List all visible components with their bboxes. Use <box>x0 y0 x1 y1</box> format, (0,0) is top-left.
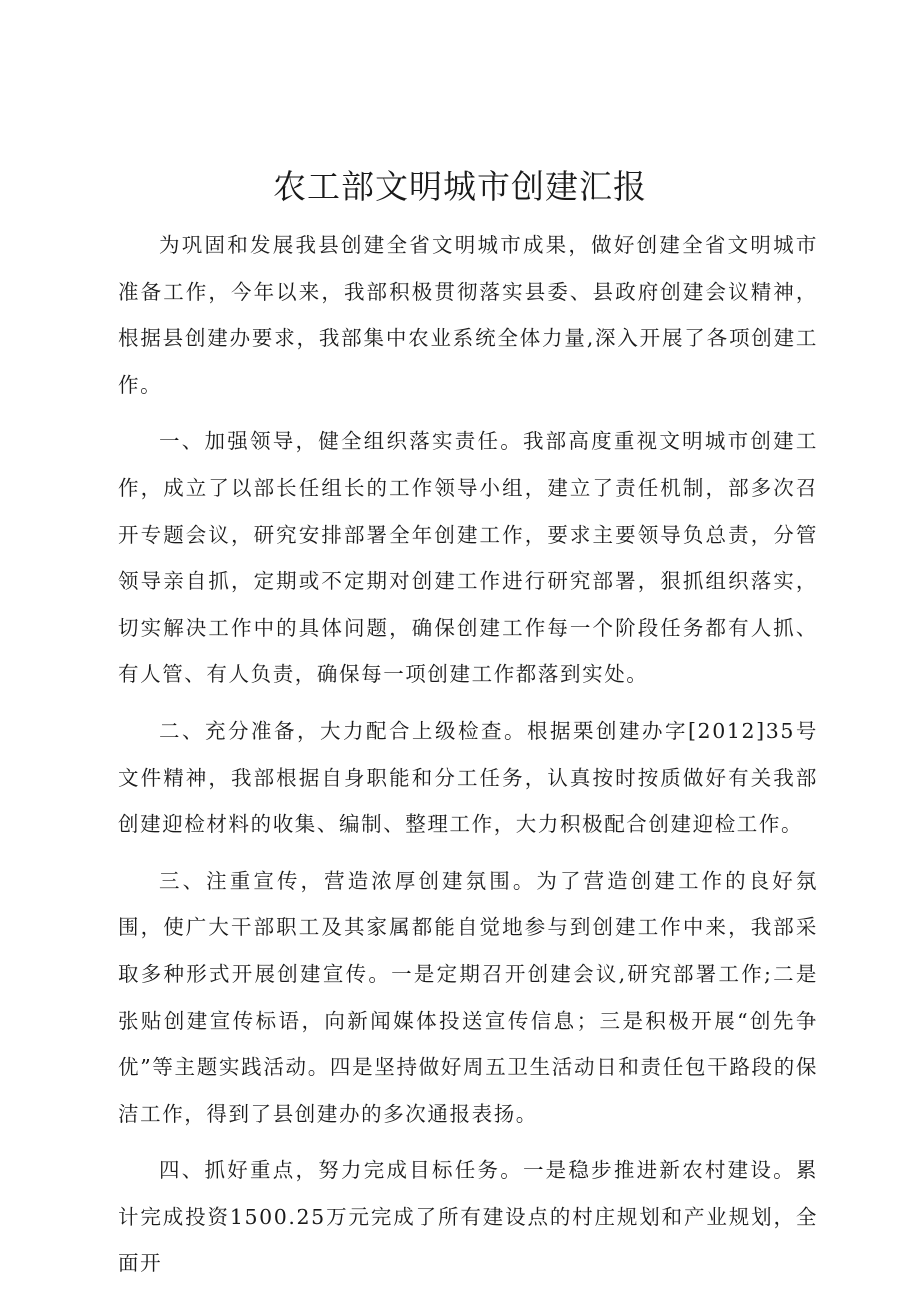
paragraph-section-3: 三、注重宣传，营造浓厚创建氛围。为了营造创建工作的良好氛围，使广大干部职工及其家属都能自觉地参与到创建工作中来，我部采取多种形式开展创建宣传。一是定期召开创建会议,研究部署工作;二是张贴创建宣传标语，向新闻媒体投送宣传信息；三是积极开展“创先争优”等主题实践活动。四是坚持做好周五卫生活动日和责任包干路段的保洁工作，得到了县创建办的多次通报表扬。 <box>118 868 818 1126</box>
document-title: 农工部文明城市创建汇报 <box>273 167 647 206</box>
paragraph-intro: 为巩固和发展我县创建全省文明城市成果，做好创建全省文明城市准备工作，今年以来，我部积极贯彻落实县委、县政府创建会议精神，根据县创建办要求，我部集中农业系统全体力量,深入开展了各项创建工作。 <box>118 233 818 397</box>
paragraph-section-2: 二、充分准备，大力配合上级检查。根据栗创建办字[2012]35号文件精神，我部根据自身职能和分工任务，认真按时按质做好有关我部创建迎检材料的收集、编制、整理工作，大力积极配合创建迎检工作。 <box>118 718 818 837</box>
paragraph-section-4: 四、抓好重点，努力完成目标任务。一是稳步推进新农村建设。累计完成投资1500.25万元完成了所有建设点的村庄规划和产业规划，全面开 <box>118 1158 818 1276</box>
paragraph-section-1: 一、加强领导，健全组织落实责任。我部高度重视文明城市创建工作，成立了以部长任组长的工作领导小组，建立了责任机制，部多次召开专题会议，研究安排部署全年创建工作，要求主要领导负总责，分管领导亲自抓，定期或不定期对创建工作进行研究部署，狠抓组织落实，切实解决工作中的具体问题，确保创建工作每一个阶段任务都有人抓、有人管、有人负责，确保每一项创建工作都落到实处。 <box>118 429 818 687</box>
document-body <box>118 222 818 1297</box>
